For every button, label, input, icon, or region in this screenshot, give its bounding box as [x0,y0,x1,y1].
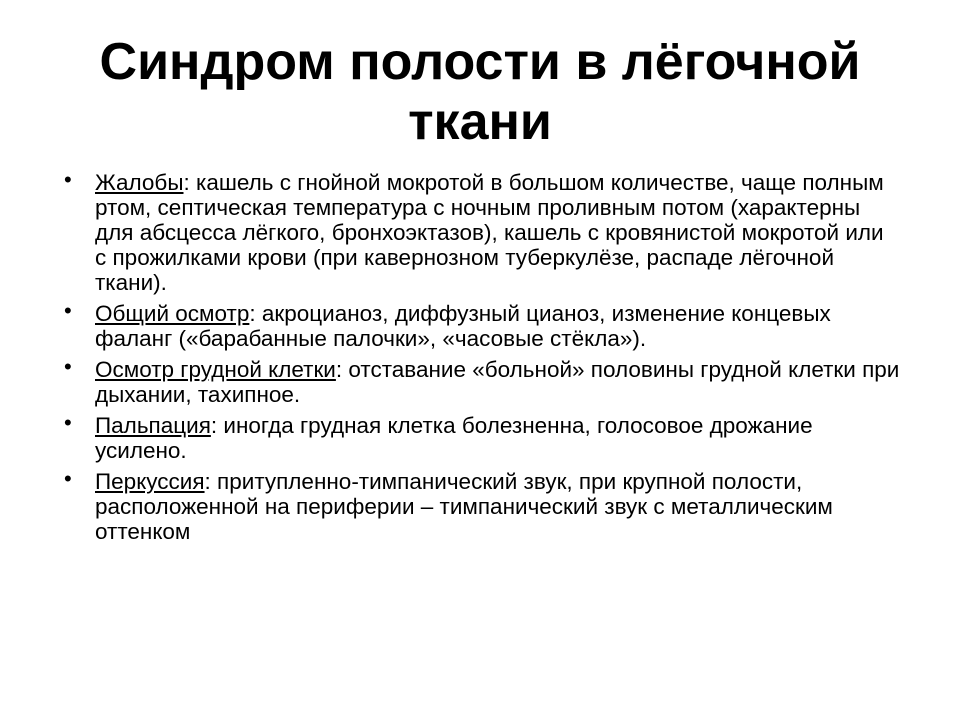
bullet-item-palpation [60,410,900,463]
bullet-heading: Жалобы [95,170,184,195]
bullet-heading: Общий осмотр [95,301,250,326]
bullet-item-complaints [60,167,900,295]
bullet-text: : акроцианоз, диффузный цианоз, изменение концевых фаланг («барабанные палочки», «часовые стёкла»). [95,301,831,351]
bullet-text: : притупленно-тимпанический звук, при крупной полости, расположенной на периферии – тимпанический звук с металлическим оттенком [95,469,833,544]
bullet-item-general-exam [60,298,900,351]
bullet-heading: Пальпация [95,413,211,438]
bullet-dot: • [64,298,72,323]
bullet-dot: • [64,354,72,379]
bullet-text: : иногда грудная клетка болезненна, голосовое дрожание усилено. [95,413,813,463]
bullet-text: : кашель с гнойной мокротой в большом количестве, чаще полным ртом, септическая температура с ночным проливным потом (характерны для абсцесса лёгкого, бронхоэктазов), кашель с кровянистой мокротой или с прожилками крови (при кавернозном туберкулёзе, распаде лёгочной ткани). [95,170,884,295]
slide-title: Синдром полости в лёгочной ткани [99,33,861,151]
bullet-heading: Перкуссия [95,469,205,494]
bullet-item-percussion [60,466,900,544]
bullet-text: : отставание «больной» половины грудной клетки при дыхании, тахипное. [95,357,900,407]
bullet-dot: • [64,410,72,435]
bullet-dot: • [64,466,72,491]
bullet-dot: • [64,167,72,192]
bullet-list [60,167,900,550]
bullet-heading: Осмотр грудной клетки [95,357,336,382]
bullet-item-chest-exam [60,354,900,407]
